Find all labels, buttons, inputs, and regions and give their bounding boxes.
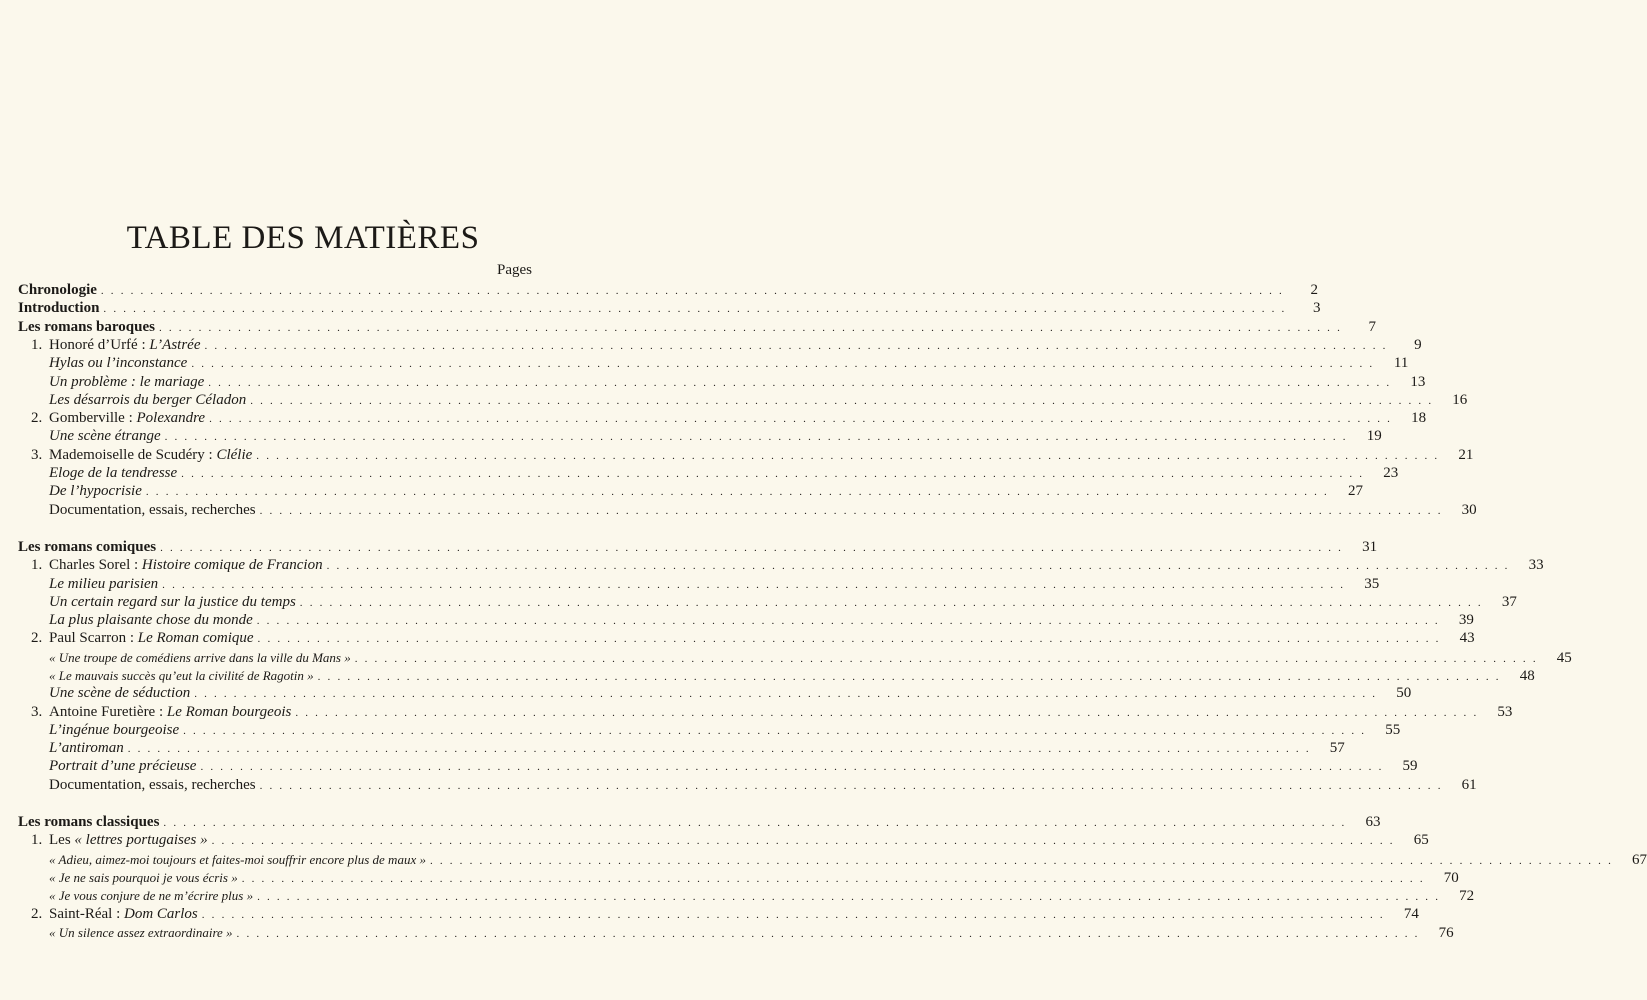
toc-entry[interactable] [18,281,1318,300]
chapter-number: 1. [31,557,43,573]
toc-entry-label: Les romans classiques [18,814,160,830]
toc-entry[interactable] [49,721,1401,740]
page-number: 39 [1458,612,1474,628]
page-number: 76 [1438,925,1454,941]
toc-entry-label: Une scène étrange [49,428,161,444]
toc-entry[interactable] [49,776,1477,795]
page-number: 48 [1519,668,1535,684]
page-number: 53 [1497,704,1513,720]
toc-entry[interactable] [49,757,1418,776]
toc-entry[interactable] [49,501,1477,520]
dot-leader: . . . . . . . . . . . . . . . . . . . . . . . . . . . . . . . . . . . . . . . . . . . . . . . . . . . . . . . . . . . . . . . . . . . . . . . . . . . . . . . . . . . . . . . . . . . . . . . . . . . . . . . . . . . . . . . . . . . . . . . . [200,761,1384,773]
page-number: 13 [1410,374,1426,390]
chapter-author: Paul Scarron : [49,630,138,646]
chapter-work-title: Le Roman comique [137,630,254,646]
toc-entry-label: Hylas ou l’inconstance [49,355,188,371]
page-number: 30 [1461,502,1477,518]
toc-entry-label: L’ingénue bourgeoise [49,722,180,738]
chapter-author: Charles Sorel : [49,557,142,573]
dot-leader: . . . . . . . . . . . . . . . . . . . . . . . . . . . . . . . . . . . . . . . . . . . . . . . . . . . . . . . . . . . . . . . . . . . . . . . . . . . . . . . . . . . . . . . . . . . . . . . . . . . . . . . . . . . . . . . . . . . . . . . . [208,377,1392,389]
page-title: TABLE DES MATIÈRES [126,220,480,257]
toc-entry-label: Les désarrois du berger Céladon [49,392,247,408]
toc-entry-label: « Un silence assez extraordinaire » [49,925,233,940]
chapter-author: Saint-Réal : [49,906,124,922]
dot-leader: . . . . . . . . . . . . . . . . . . . . . . . . . . . . . . . . . . . . . . . . . . . . . . . . . . . . . . . . . . . . . . . . . . . . . . . . . . . . . . . . . . . . . . . . . . . . . . . . . . . . . . . . . . . . . . . . . . . . . . . . [163,817,1347,829]
toc-entry-label [49,905,198,924]
pages-column-header: Pages [497,262,532,278]
toc-entry[interactable] [18,299,1321,318]
toc-entry[interactable] [49,648,1572,667]
chapter-work-title: Dom Carlos [124,906,198,922]
chapter-number: 2. [31,410,43,426]
dot-leader: . . . . . . . . . . . . . . . . . . . . . . . . . . . . . . . . . . . . . . . . . . . . . . . . . . . . . . . . . . . . . . . . . . . . . . . . . . . . . . . . . . . . . . . . . . . . . . . . . . . . . . . . . . . . . . . . . . . . . . . . [429,855,1614,867]
chapter-author: Les [49,832,75,848]
toc-entry-label: Un problème : le mariage [49,374,205,390]
page-number: 3 [1312,300,1321,316]
dot-leader: . . . . . . . . . . . . . . . . . . . . . . . . . . . . . . . . . . . . . . . . . . . . . . . . . . . . . . . . . . . . . . . . . . . . . . . . . . . . . . . . . . . . . . . . . . . . . . . . . . . . . . . . . . . . . . . . . . . . . . . . [256,615,1440,627]
chapter-number: 2. [31,630,43,646]
page-number: 45 [1556,650,1572,666]
toc-entry-label [49,703,291,722]
toc-entry[interactable] [31,556,1544,575]
chapter-work-title: Polexandre [136,410,206,426]
toc-entry-label: « Adieu, aimez-moi toujours et faites-moi souffrir encore plus de maux » [49,852,426,867]
page-number: 23 [1383,465,1399,481]
page-number: 16 [1452,392,1468,408]
toc-entry-label [49,409,205,428]
dot-leader: . . . . . . . . . . . . . . . . . . . . . . . . . . . . . . . . . . . . . . . . . . . . . . . . . . . . . . . . . . . . . . . . . . . . . . . . . . . . . . . . . . . . . . . . . . . . . . . . . . . . . . . . . . . . . . . . . . . . . . . . [295,707,1479,719]
chapter-number: 1. [31,832,43,848]
chapter-number: 1. [31,337,43,353]
page-number: 59 [1402,758,1418,774]
chapter-author: Antoine Furetière : [49,704,167,720]
page-number: 57 [1329,740,1345,756]
toc-entry[interactable] [49,666,1535,685]
page-number: 33 [1528,557,1544,573]
dot-leader: . . . . . . . . . . . . . . . . . . . . . . . . . . . . . . . . . . . . . . . . . . . . . . . . . . . . . . . . . . . . . . . . . . . . . . . . . . . . . . . . . . . . . . . . . . . . . . . . . . . . . . . . . . . . . . . . . . . . . . . . [326,560,1510,572]
toc-entry-label: La plus plaisante chose du monde [49,612,253,628]
chapter-work-title: « lettres portugaises » [74,832,208,848]
dot-leader: . . . . . . . . . . . . . . . . . . . . . . . . . . . . . . . . . . . . . . . . . . . . . . . . . . . . . . . . . . . . . . . . . . . . . . . . . . . . . . . . . . . . . . . . . . . . . . . . . . . . . . . . . . . . . . . . . . . . . . . . [354,653,1538,665]
toc-entry[interactable] [31,905,1419,924]
dot-leader: . . . . . . . . . . . . . . . . . . . . . . . . . . . . . . . . . . . . . . . . . . . . . . . . . . . . . . . . . . . . . . . . . . . . . . . . . . . . . . . . . . . . . . . . . . . . . . . . . . . . . . . . . . . . . . . . . . . . . . . . [241,873,1425,885]
toc-entry-label: « Je ne sais pourquoi je vous écris » [49,870,238,885]
chapter-number: 3. [31,704,43,720]
page-number: 7 [1368,319,1377,335]
page-number: 21 [1458,447,1474,463]
dot-leader: . . . . . . . . . . . . . . . . . . . . . . . . . . . . . . . . . . . . . . . . . . . . . . . . . . . . . . . . . . . . . . . . . . . . . . . . . . . . . . . . . . . . . . . . . . . . . . . . . . . . . . . . . . . . . . . . . . . . . . . . [317,671,1501,683]
dot-leader: . . . . . . . . . . . . . . . . . . . . . . . . . . . . . . . . . . . . . . . . . . . . . . . . . . . . . . . . . . . . . . . . . . . . . . . . . . . . . . . . . . . . . . . . . . . . . . . . . . . . . . . . . . . . . . . . . . . . . . . . [204,340,1388,352]
toc-entry[interactable] [49,373,1426,392]
toc-entry-label: « Une troupe de comédiens arrive dans la ville du Mans » [49,650,351,665]
toc-entry-label [49,336,201,355]
toc-entry[interactable] [31,446,1474,465]
toc-entry-label [49,446,252,465]
chapter-author: Mademoiselle de Scudéry : [49,447,217,463]
dot-leader: . . . . . . . . . . . . . . . . . . . . . . . . . . . . . . . . . . . . . . . . . . . . . . . . . . . . . . . . . . . . . . . . . . . . . . . . . . . . . . . . . . . . . . . . . . . . . . . . . . . . . . . . . . . . . . . . . . . . . . . . [201,909,1385,921]
dot-leader: . . . . . . . . . . . . . . . . . . . . . . . . . . . . . . . . . . . . . . . . . . . . . . . . . . . . . . . . . . . . . . . . . . . . . . . . . . . . . . . . . . . . . . . . . . . . . . . . . . . . . . . . . . . . . . . . . . . . . . . . [100,285,1284,297]
dot-leader: . . . . . . . . . . . . . . . . . . . . . . . . . . . . . . . . . . . . . . . . . . . . . . . . . . . . . . . . . . . . . . . . . . . . . . . . . . . . . . . . . . . . . . . . . . . . . . . . . . . . . . . . . . . . . . . . . . . . . . . . [259,780,1443,792]
dot-leader: . . . . . . . . . . . . . . . . . . . . . . . . . . . . . . . . . . . . . . . . . . . . . . . . . . . . . . . . . . . . . . . . . . . . . . . . . . . . . . . . . . . . . . . . . . . . . . . . . . . . . . . . . . . . . . . . . . . . . . . . [299,597,1483,609]
toc-entry-label: Documentation, essais, recherches [49,777,256,793]
dot-leader: . . . . . . . . . . . . . . . . . . . . . . . . . . . . . . . . . . . . . . . . . . . . . . . . . . . . . . . . . . . . . . . . . . . . . . . . . . . . . . . . . . . . . . . . . . . . . . . . . . . . . . . . . . . . . . . . . . . . . . . . [162,579,1346,591]
page-number: 11 [1393,355,1409,371]
page-number: 67 [1632,852,1647,868]
page-number: 9 [1414,337,1422,353]
toc-entry-label: Le milieu parisien [49,576,159,592]
toc-entry-label [49,629,254,648]
chapter-work-title: Le Roman bourgeois [166,704,292,720]
dot-leader: . . . . . . . . . . . . . . . . . . . . . . . . . . . . . . . . . . . . . . . . . . . . . . . . . . . . . . . . . . . . . . . . . . . . . . . . . . . . . . . . . . . . . . . . . . . . . . . . . . . . . . . . . . . . . . . . . . . . . . . . [257,891,1441,903]
page-number: 2 [1310,282,1318,298]
toc-entry[interactable] [49,593,1517,612]
chapter-author: Honoré d’Urfé : [49,337,150,353]
toc-entry-label [49,556,323,575]
dot-leader: . . . . . . . . . . . . . . . . . . . . . . . . . . . . . . . . . . . . . . . . . . . . . . . . . . . . . . . . . . . . . . . . . . . . . . . . . . . . . . . . . . . . . . . . . . . . . . . . . . . . . . . . . . . . . . . . . . . . . . . . [209,413,1393,425]
page-number: 55 [1385,722,1401,738]
toc-entry[interactable] [49,482,1363,501]
dot-leader: . . . . . . . . . . . . . . . . . . . . . . . . . . . . . . . . . . . . . . . . . . . . . . . . . . . . . . . . . . . . . . . . . . . . . . . . . . . . . . . . . . . . . . . . . . . . . . . . . . . . . . . . . . . . . . . . . . . . . . . . [236,928,1420,940]
toc-entry[interactable] [18,813,1381,832]
page-number: 63 [1365,814,1381,830]
toc-entry-label: « Je vous conjure de ne m’écrire plus » [49,888,254,903]
toc-entry[interactable] [49,923,1454,942]
toc-entry-label: Eloge de la tendresse [49,465,178,481]
page-number: 31 [1362,539,1378,555]
chapter-author: Gomberville : [49,410,137,426]
toc-entry-label [49,831,208,850]
dot-leader: . . . . . . . . . . . . . . . . . . . . . . . . . . . . . . . . . . . . . . . . . . . . . . . . . . . . . . . . . . . . . . . . . . . . . . . . . . . . . . . . . . . . . . . . . . . . . . . . . . . . . . . . . . . . . . . . . . . . . . . . [145,486,1329,498]
dot-leader: . . . . . . . . . . . . . . . . . . . . . . . . . . . . . . . . . . . . . . . . . . . . . . . . . . . . . . . . . . . . . . . . . . . . . . . . . . . . . . . . . . . . . . . . . . . . . . . . . . . . . . . . . . . . . . . . . . . . . . . . [194,688,1378,700]
toc-entry-label: Les romans comiques [18,539,157,555]
toc-entry-label: Portrait d’une précieuse [49,758,197,774]
dot-leader: . . . . . . . . . . . . . . . . . . . . . . . . . . . . . . . . . . . . . . . . . . . . . . . . . . . . . . . . . . . . . . . . . . . . . . . . . . . . . . . . . . . . . . . . . . . . . . . . . . . . . . . . . . . . . . . . . . . . . . . . [259,505,1443,517]
page-number: 35 [1364,576,1380,592]
dot-leader: . . . . . . . . . . . . . . . . . . . . . . . . . . . . . . . . . . . . . . . . . . . . . . . . . . . . . . . . . . . . . . . . . . . . . . . . . . . . . . . . . . . . . . . . . . . . . . . . . . . . . . . . . . . . . . . . . . . . . . . . [158,322,1343,334]
page-number: 50 [1396,685,1412,701]
dot-leader: . . . . . . . . . . . . . . . . . . . . . . . . . . . . . . . . . . . . . . . . . . . . . . . . . . . . . . . . . . . . . . . . . . . . . . . . . . . . . . . . . . . . . . . . . . . . . . . . . . . . . . . . . . . . . . . . . . . . . . . . [257,633,1441,645]
toc-entry[interactable] [49,850,1647,869]
toc-entry-label: Introduction [18,300,100,316]
toc-entry-label: De l’hypocrisie [49,483,142,499]
toc-entry-label: Un certain regard sur la justice du temps [49,594,296,610]
page-number: 74 [1403,906,1419,922]
toc-entry[interactable] [31,629,1475,648]
toc-entry-label: Une scène de séduction [49,685,191,701]
toc-entry[interactable] [18,538,1378,557]
chapter-number: 3. [31,447,43,463]
toc-entry[interactable] [31,831,1429,850]
page-number: 19 [1366,428,1382,444]
toc-entry[interactable] [49,391,1468,410]
toc-entry[interactable] [49,611,1474,630]
page-number: 18 [1411,410,1427,426]
toc-entry[interactable] [49,868,1459,887]
dot-leader: . . . . . . . . . . . . . . . . . . . . . . . . . . . . . . . . . . . . . . . . . . . . . . . . . . . . . . . . . . . . . . . . . . . . . . . . . . . . . . . . . . . . . . . . . . . . . . . . . . . . . . . . . . . . . . . . . . . . . . . . [103,303,1287,315]
toc-entry-label: Documentation, essais, recherches [49,502,256,518]
dot-leader: . . . . . . . . . . . . . . . . . . . . . . . . . . . . . . . . . . . . . . . . . . . . . . . . . . . . . . . . . . . . . . . . . . . . . . . . . . . . . . . . . . . . . . . . . . . . . . . . . . . . . . . . . . . . . . . . . . . . . . . . [211,835,1395,847]
dot-leader: . . . . . . . . . . . . . . . . . . . . . . . . . . . . . . . . . . . . . . . . . . . . . . . . . . . . . . . . . . . . . . . . . . . . . . . . . . . . . . . . . . . . . . . . . . . . . . . . . . . . . . . . . . . . . . . . . . . . . . . . [181,468,1365,480]
toc-entry[interactable] [31,703,1513,722]
dot-leader: . . . . . . . . . . . . . . . . . . . . . . . . . . . . . . . . . . . . . . . . . . . . . . . . . . . . . . . . . . . . . . . . . . . . . . . . . . . . . . . . . . . . . . . . . . . . . . . . . . . . . . . . . . . . . . . . . . . . . . . . [127,743,1311,755]
page-number: 72 [1459,888,1475,904]
toc-entry[interactable] [49,886,1475,905]
page-number: 70 [1443,870,1459,886]
chapter-work-title: Clélie [216,447,253,463]
toc-entry[interactable] [31,409,1427,428]
toc-entry[interactable] [49,684,1412,703]
toc-entry[interactable] [31,336,1422,355]
toc-entry[interactable] [49,739,1345,758]
page-number: 43 [1459,630,1475,646]
toc-entry[interactable] [49,427,1382,446]
toc-entry-label: L’antiroman [49,740,124,756]
dot-leader: . . . . . . . . . . . . . . . . . . . . . . . . . . . . . . . . . . . . . . . . . . . . . . . . . . . . . . . . . . . . . . . . . . . . . . . . . . . . . . . . . . . . . . . . . . . . . . . . . . . . . . . . . . . . . . . . . . . . . . . . [183,725,1367,737]
toc-entry[interactable] [18,318,1377,337]
dot-leader: . . . . . . . . . . . . . . . . . . . . . . . . . . . . . . . . . . . . . . . . . . . . . . . . . . . . . . . . . . . . . . . . . . . . . . . . . . . . . . . . . . . . . . . . . . . . . . . . . . . . . . . . . . . . . . . . . . . . . . . . [164,431,1348,443]
toc-entry[interactable] [49,354,1409,373]
chapter-work-title: L’Astrée [149,337,201,353]
page-number: 65 [1413,832,1429,848]
dot-leader: . . . . . . . . . . . . . . . . . . . . . . . . . . . . . . . . . . . . . . . . . . . . . . . . . . . . . . . . . . . . . . . . . . . . . . . . . . . . . . . . . . . . . . . . . . . . . . . . . . . . . . . . . . . . . . . . . . . . . . . . [191,358,1375,370]
chapter-number: 2. [31,906,43,922]
toc-entry-label: Les romans baroques [18,319,155,335]
toc-entry-label: « Le mauvais succès qu’eut la civilité de Ragotin » [49,668,314,683]
page-number: 27 [1347,483,1363,499]
page-number: 61 [1461,777,1477,793]
dot-leader: . . . . . . . . . . . . . . . . . . . . . . . . . . . . . . . . . . . . . . . . . . . . . . . . . . . . . . . . . . . . . . . . . . . . . . . . . . . . . . . . . . . . . . . . . . . . . . . . . . . . . . . . . . . . . . . . . . . . . . . . [160,542,1344,554]
toc-entry-label: Chronologie [18,282,97,298]
dot-leader: . . . . . . . . . . . . . . . . . . . . . . . . . . . . . . . . . . . . . . . . . . . . . . . . . . . . . . . . . . . . . . . . . . . . . . . . . . . . . . . . . . . . . . . . . . . . . . . . . . . . . . . . . . . . . . . . . . . . . . . . [250,395,1434,407]
page-number: 37 [1501,594,1517,610]
toc-entry[interactable] [49,575,1380,594]
chapter-work-title: Histoire comique de Francion [141,557,323,573]
dot-leader: . . . . . . . . . . . . . . . . . . . . . . . . . . . . . . . . . . . . . . . . . . . . . . . . . . . . . . . . . . . . . . . . . . . . . . . . . . . . . . . . . . . . . . . . . . . . . . . . . . . . . . . . . . . . . . . . . . . . . . . . [256,450,1440,462]
toc-entry[interactable] [49,464,1399,483]
